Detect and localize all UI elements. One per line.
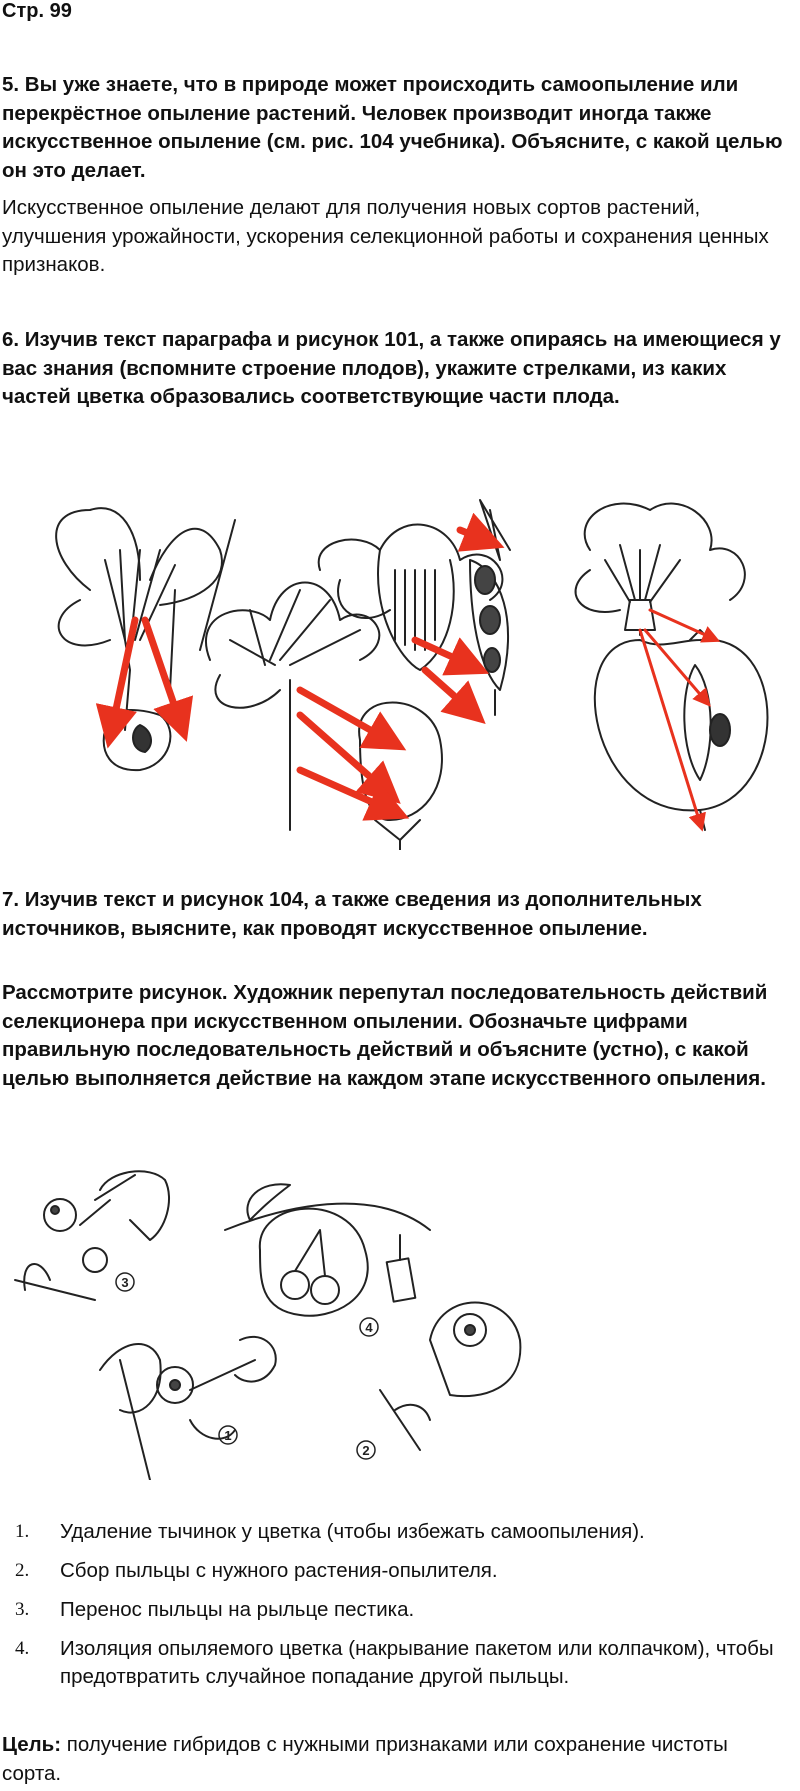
step-item bbox=[0, 1596, 790, 1624]
pea-flower-drawing bbox=[319, 500, 510, 715]
step-text: Сбор пыльцы с нужного растения-опылителя. bbox=[60, 1559, 498, 1582]
pollination-figure bbox=[0, 1160, 800, 1480]
scene-remove-stamens bbox=[100, 1337, 276, 1480]
scene-isolation-bag bbox=[225, 1184, 430, 1316]
step-number: 3. bbox=[15, 1599, 30, 1620]
task5-question: 5. Вы уже знаете, что в природе может происходить самоопыление или перекрёстное опыление растений. Человек производит иногда также искусственное опыление (см. рис. 104 учебника). Объясните, с какой целью он это делает. bbox=[2, 73, 783, 182]
goal-text: получение гибридов с нужными признаками или сохранение чистоты сорта. bbox=[2, 1733, 728, 1785]
step-text: Изоляция опыляемого цветка (накрывание пакетом или колпачком), чтобы предотвратить случайное попадание другой пыльцы. bbox=[60, 1637, 774, 1688]
figure-label-2: 2 bbox=[362, 1443, 370, 1458]
strawberry-flower-drawing bbox=[206, 583, 442, 851]
steps-list bbox=[0, 1518, 790, 1702]
pollination-illustration bbox=[0, 1160, 800, 1480]
step-item bbox=[0, 1635, 790, 1691]
goal-label: Цель: bbox=[2, 1733, 62, 1756]
step-text: Перенос пыльцы на рыльце пестика. bbox=[60, 1598, 415, 1621]
figure-label-1: 1 bbox=[224, 1428, 232, 1443]
figure-label-3: 3 bbox=[121, 1275, 129, 1290]
goal-paragraph bbox=[2, 1731, 792, 1788]
arrow-7 bbox=[425, 670, 470, 710]
arrow-3 bbox=[300, 690, 388, 740]
step-number: 2. bbox=[15, 1560, 30, 1581]
step-text: Удаление тычинок у цветка (чтобы избежать самоопыления). bbox=[60, 1520, 645, 1543]
arrow-2 bbox=[145, 620, 180, 722]
step-number: 4. bbox=[15, 1638, 30, 1659]
flower-fruit-figure bbox=[0, 490, 800, 850]
task6-question: 6. Изучив текст параграфа и рисунок 101, а также опираясь на имеющиеся у вас знания (вспомните строение плодов), укажите стрелками, из каких частей цветка образовались соответствующие части плода. bbox=[2, 328, 781, 408]
task7-question: 7. Изучив текст и рисунок 104, а также сведения из дополнительных источников, выясните, как проводят искусственное опыление. bbox=[2, 888, 702, 940]
red-arrows bbox=[112, 530, 485, 810]
step-number: 1. bbox=[15, 1521, 30, 1542]
figure-label-4: 4 bbox=[365, 1320, 373, 1335]
scene-bag-flower bbox=[380, 1303, 520, 1451]
step-item bbox=[0, 1518, 790, 1546]
scene-transfer-pollen bbox=[15, 1171, 169, 1300]
task7-instruction: Рассмотрите рисунок. Художник перепутал последовательность действий селекционера при искусственном опылении. Обозначьте цифрами правильную последовательность действий и объясните (устно), с какой целью выполняется действие на каждом этапе искусственного опыления. bbox=[2, 981, 768, 1090]
page-heading: Стр. 99 bbox=[2, 0, 72, 22]
arrow-11 bbox=[650, 610, 712, 638]
arrow-5 bbox=[300, 770, 390, 810]
arrow-8 bbox=[460, 530, 485, 540]
step-item bbox=[0, 1557, 790, 1585]
flower-fruit-illustration bbox=[0, 490, 800, 850]
cherry-flower-drawing bbox=[56, 508, 235, 770]
apple-flower-drawing bbox=[576, 504, 768, 830]
task5-answer: Искусственное опыление делают для получения новых сортов растений, улучшения урожайности, ускорения селекционной работы и сохранения ценных признаков. bbox=[2, 196, 769, 276]
